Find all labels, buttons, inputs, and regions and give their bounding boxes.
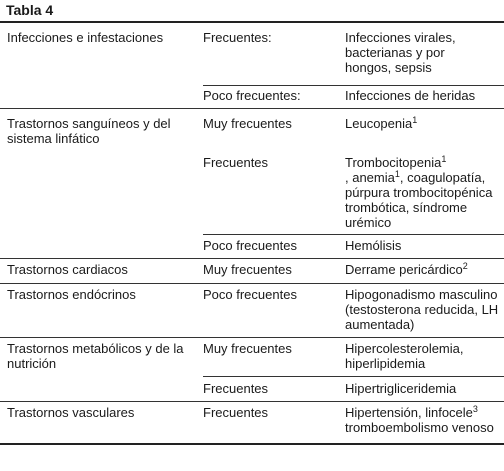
frequency-label: Poco frecuentes: (203, 87, 301, 103)
frequency-cell (203, 85, 343, 109)
reaction-label: Leucopenia (345, 116, 413, 131)
frequency-label: Frecuentes (203, 155, 269, 170)
frequency-cell (203, 338, 343, 377)
organ-class-cell (0, 151, 203, 234)
organ-class-cell (0, 109, 203, 152)
reaction-cell (343, 402, 504, 445)
frequency-label: Poco frecuentes (203, 237, 297, 253)
frequency-label: Frecuentes (203, 380, 269, 396)
organ-class-cell (0, 23, 203, 85)
organ-class-cell (0, 234, 203, 259)
frequency-label: Frecuentes: (203, 30, 272, 45)
frequency-cell (203, 259, 343, 284)
reaction-cell (343, 109, 504, 152)
reaction-label: tromboembolismo venoso (345, 420, 494, 435)
reaction-label: , anemia (345, 170, 395, 185)
frequency-label: Muy frecuentes (203, 262, 292, 277)
table-row (0, 402, 504, 445)
reaction-cell (343, 376, 504, 402)
organ-class-label: Trastornos sanguíneos y del sistema linfático (7, 116, 171, 146)
reaction-label: Infecciones de heridas (345, 87, 476, 103)
reaction-label: Infecciones virales, bacterianas y por hongos, sepsis (345, 30, 456, 75)
table-row (0, 376, 504, 402)
reaction-label: Hemólisis (345, 237, 402, 253)
organ-class-label: Trastornos metabólicos y de la nutrición (7, 341, 184, 371)
table-row (0, 234, 504, 259)
reaction-label: Hipertensión, linfocele (345, 405, 473, 420)
table-row (0, 23, 504, 85)
reaction-label: Hipogonadismo masculino (testosterona reducida, LH aumentada) (345, 287, 499, 332)
frequency-label: Muy frecuentes (203, 116, 292, 131)
organ-class-label: Trastornos cardiacos (7, 262, 128, 277)
reaction-cell (343, 85, 504, 109)
table-row (0, 259, 504, 284)
table-row (0, 338, 504, 377)
organ-class-cell (0, 402, 203, 445)
frequency-cell (203, 109, 343, 152)
frequency-label: Poco frecuentes (203, 287, 297, 302)
organ-class-cell (0, 338, 203, 377)
organ-class-label: Trastornos vasculares (7, 405, 135, 420)
frequency-cell (203, 402, 343, 445)
reaction-cell (343, 338, 504, 377)
table-row (0, 151, 504, 234)
reaction-label: Derrame pericárdico (345, 262, 463, 277)
table-row (0, 85, 504, 109)
organ-class-label: Trastornos endócrinos (7, 287, 136, 302)
frequency-label: Muy frecuentes (203, 341, 292, 356)
reaction-cell (343, 284, 504, 338)
reaction-cell (343, 259, 504, 284)
frequency-cell (203, 23, 343, 85)
frequency-cell (203, 234, 343, 259)
reaction-label: Hipertrigliceridemia (345, 380, 457, 396)
footnote-marker: 1 (394, 169, 400, 179)
footnote-marker: 2 (462, 261, 468, 271)
reaction-label: Trombocitopenia (345, 155, 442, 170)
reaction-cell (343, 234, 504, 259)
frequency-label: Frecuentes (203, 405, 269, 420)
frequency-cell (203, 376, 343, 402)
footnote-marker: 3 (472, 404, 478, 414)
organ-class-cell (0, 376, 203, 402)
footnote-marker: 1 (412, 115, 418, 125)
table-row (0, 109, 504, 152)
reaction-cell (343, 151, 504, 234)
reaction-label: , coagulopatía, púrpura trombocitopénica trombótica, síndrome urémico (345, 170, 493, 230)
table-title: Tabla 4 (6, 2, 54, 18)
reaction-label: Hipercolesterolemia, hiperlipidemia (345, 341, 464, 371)
organ-class-cell (0, 85, 203, 109)
frequency-cell (203, 151, 343, 234)
organ-class-cell (0, 259, 203, 284)
reaction-cell (343, 23, 504, 85)
organ-class-cell (0, 284, 203, 338)
table-row (0, 284, 504, 338)
frequency-cell (203, 284, 343, 338)
adverse-reactions-table (0, 23, 504, 445)
organ-class-label: Infecciones e infestaciones (7, 30, 164, 45)
footnote-marker: 1 (441, 154, 447, 164)
